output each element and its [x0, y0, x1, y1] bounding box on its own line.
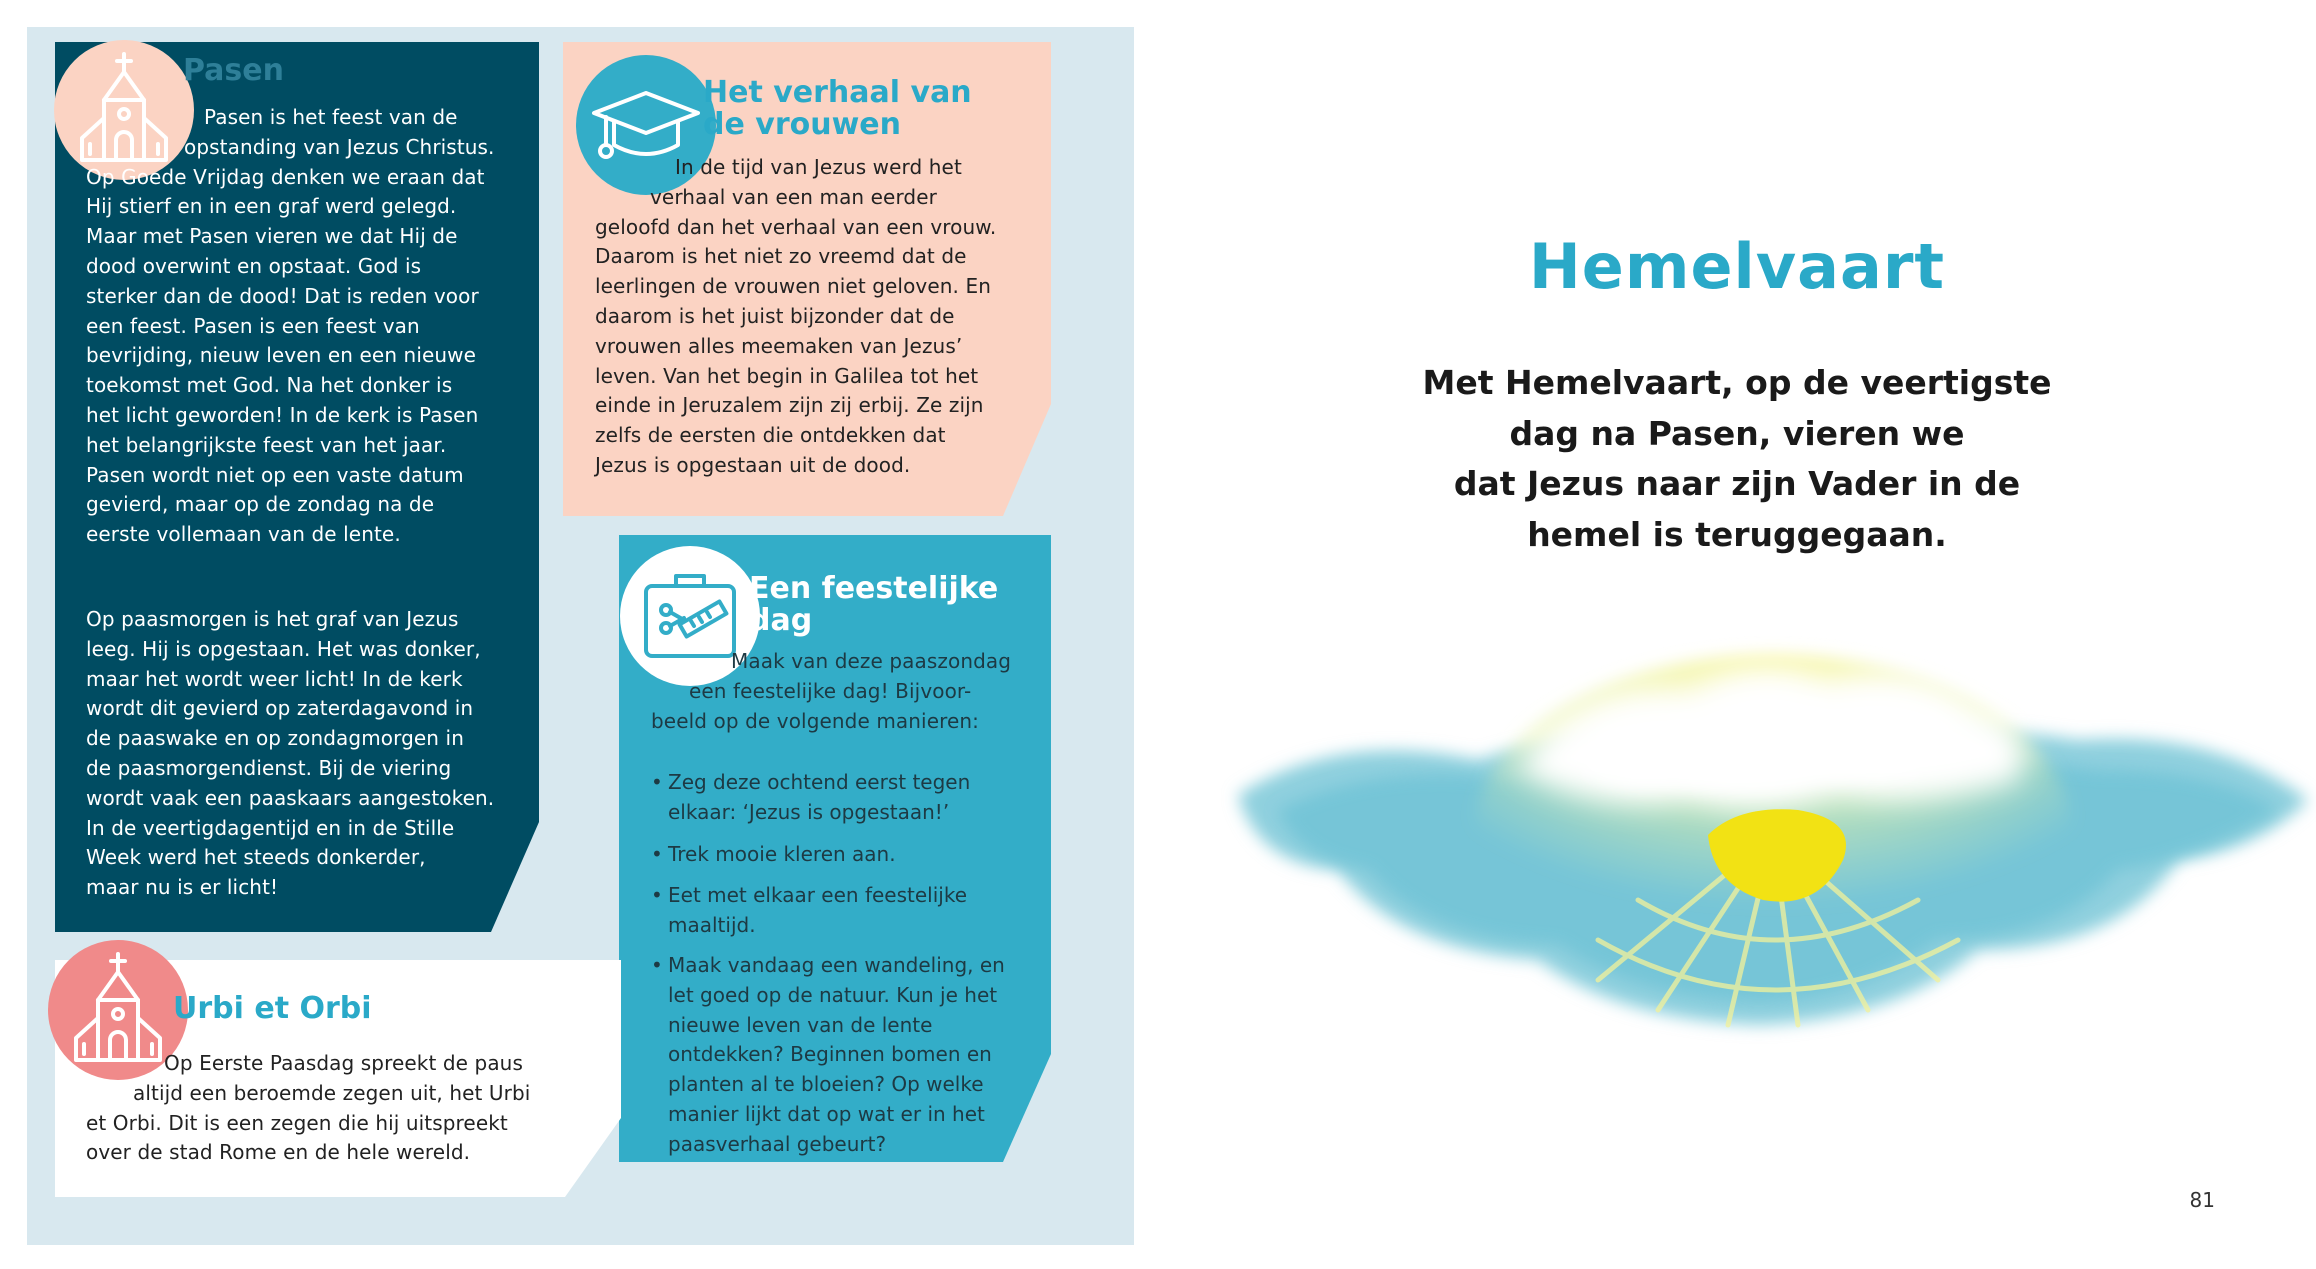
text-line: Pasen wordt niet op een vaste datum [86, 462, 464, 487]
text-line: planten al te bloeien? Op welke [668, 1072, 984, 1097]
text-line: wordt dit gevierd op zaterdagavond in [86, 696, 474, 721]
pasen-title: Pasen [183, 53, 284, 88]
text-line: Daarom is het niet zo vreemd dat de [595, 244, 967, 269]
bullet-dot: • [651, 953, 663, 977]
text-line: Trek mooie kleren aan. [668, 842, 896, 866]
text-line: Hij stierf en in een graf werd gelegd. [86, 194, 457, 219]
text-line: Eet met elkaar een feestelijke [668, 883, 968, 907]
text-line: et Orbi. Dit is een zegen die hij uitspreekt [86, 1110, 508, 1135]
text-line: verhaal van een man eerder [650, 184, 937, 209]
page-title: Hemelvaart [1528, 230, 1946, 303]
right-page [1158, 0, 2316, 1269]
text-line: Op paasmorgen is het graf van Jezus [86, 607, 459, 631]
text-line: paasverhaal gebeurt? [668, 1131, 887, 1156]
text-line: maar nu is er licht! [86, 875, 279, 900]
text-line: Week werd het steeds donkerder, [86, 845, 426, 870]
text-line: gevierd, maar op de zondag na de [86, 492, 435, 517]
text-line: dag na Pasen, vieren we [1509, 413, 1965, 453]
text-line: het belangrijkste feest van het jaar. [86, 432, 447, 457]
text-line: Met Hemelvaart, op de veertigste [1422, 363, 2052, 402]
text-line: over de stad Rome en de hele wereld. [86, 1140, 471, 1165]
text-line: beeld op de volgende manieren: [651, 708, 979, 733]
urbi-title: Urbi et Orbi [173, 991, 372, 1026]
text-line: zelfs de eersten die ontdekken dat [595, 423, 946, 448]
text-line: elkaar: ‘Jezus is opgestaan!’ [668, 799, 950, 824]
text-line: In de veertigdagentijd en in de Stille [86, 815, 455, 840]
bullet-dot: • [651, 770, 663, 794]
title-line: Het verhaal van [703, 75, 972, 110]
text-line: leven. Van het begin in Galilea tot het [595, 363, 979, 388]
text-line: manier lijkt dat op wat er in het [668, 1101, 985, 1126]
feestelijke-paragraph [651, 647, 1011, 736]
urbi-paragraph [86, 1049, 530, 1168]
page-number: 81 [2189, 1188, 2215, 1212]
pasen-paragraph-2 [86, 605, 494, 903]
title-line: de vrouwen [703, 107, 902, 142]
text-line: bevrijding, nieuw leven en een nieuwe [86, 343, 477, 368]
text-line: het licht geworden! In de kerk is Pasen [86, 402, 479, 427]
text-line: Maak van deze paaszondag [731, 649, 1012, 673]
sky-sun-illustration [1218, 620, 2316, 1090]
text-line: hemel is teruggegaan. [1527, 514, 1947, 554]
text-line: Maak vandaag een wandeling, en [668, 953, 1005, 977]
text-line: altijd een beroemde zegen uit, het Urbi [133, 1080, 531, 1105]
text-line: vrouwen alles meemaken van Jezus’ [595, 333, 963, 358]
verhaal-paragraph [595, 153, 996, 481]
text-line: Op Eerste Paasdag spreekt de paus [164, 1051, 523, 1075]
title-line: Een feestelijke [749, 571, 999, 606]
text-line: wordt vaak een paaskaars aangestoken. [86, 785, 495, 810]
text-line: Maar met Pasen vieren we dat Hij de [86, 224, 458, 249]
text-line: Jezus is opgestaan uit de dood. [595, 452, 911, 477]
text-line: nieuwe leven van de lente [668, 1012, 933, 1037]
text-line: Op Goede Vrijdag denken we eraan dat [86, 164, 485, 189]
text-line: Pasen is het feest van de [204, 105, 458, 129]
text-line: eerste vollemaan van de lente. [86, 522, 401, 547]
text-line: de paasmorgendienst. Bij de viering [86, 755, 452, 780]
bullet-dot: • [651, 842, 663, 866]
text-line: Zeg deze ochtend eerst tegen [668, 770, 971, 794]
feestelijke-title [749, 573, 998, 637]
text-line: leeg. Hij is opgestaan. Het was donker, [86, 636, 481, 661]
bullet-dot: • [651, 883, 663, 907]
text-line: leerlingen de vrouwen niet geloven. En [595, 274, 991, 299]
text-line: een feestelijke dag! Bijvoor- [689, 678, 972, 703]
text-line: maar het wordt weer licht! In de kerk [86, 666, 463, 691]
verhaal-title [703, 77, 972, 141]
text-line: de paaswake en op zondagmorgen in [86, 726, 464, 751]
intro-text [1158, 358, 2316, 560]
text-line: maaltijd. [668, 912, 756, 937]
title-line: dag [749, 603, 813, 638]
text-line: let goed op de natuur. Kun je het [668, 982, 998, 1007]
text-line: einde in Jeruzalem zijn zij erbij. Ze zijn [595, 393, 984, 418]
pasen-paragraph-1 [86, 103, 495, 550]
text-line: dat Jezus naar zijn Vader in de [1453, 464, 2021, 503]
text-line: In de tijd van Jezus werd het [675, 155, 962, 179]
text-line: dood overwint en opstaat. God is [86, 253, 422, 278]
text-line: toekomst met God. Na het donker is [86, 373, 453, 398]
text-line: daarom is het juist bijzonder dat de [595, 303, 955, 328]
text-line: sterker dan de dood! Dat is reden voor [86, 283, 479, 308]
text-line: ontdekken? Beginnen bomen en [668, 1042, 992, 1067]
text-line: opstanding van Jezus Christus. [184, 134, 495, 159]
text-line: geloofd dan het verhaal van een vrouw. [595, 214, 997, 239]
text-line: een feest. Pasen is een feest van [86, 313, 420, 338]
